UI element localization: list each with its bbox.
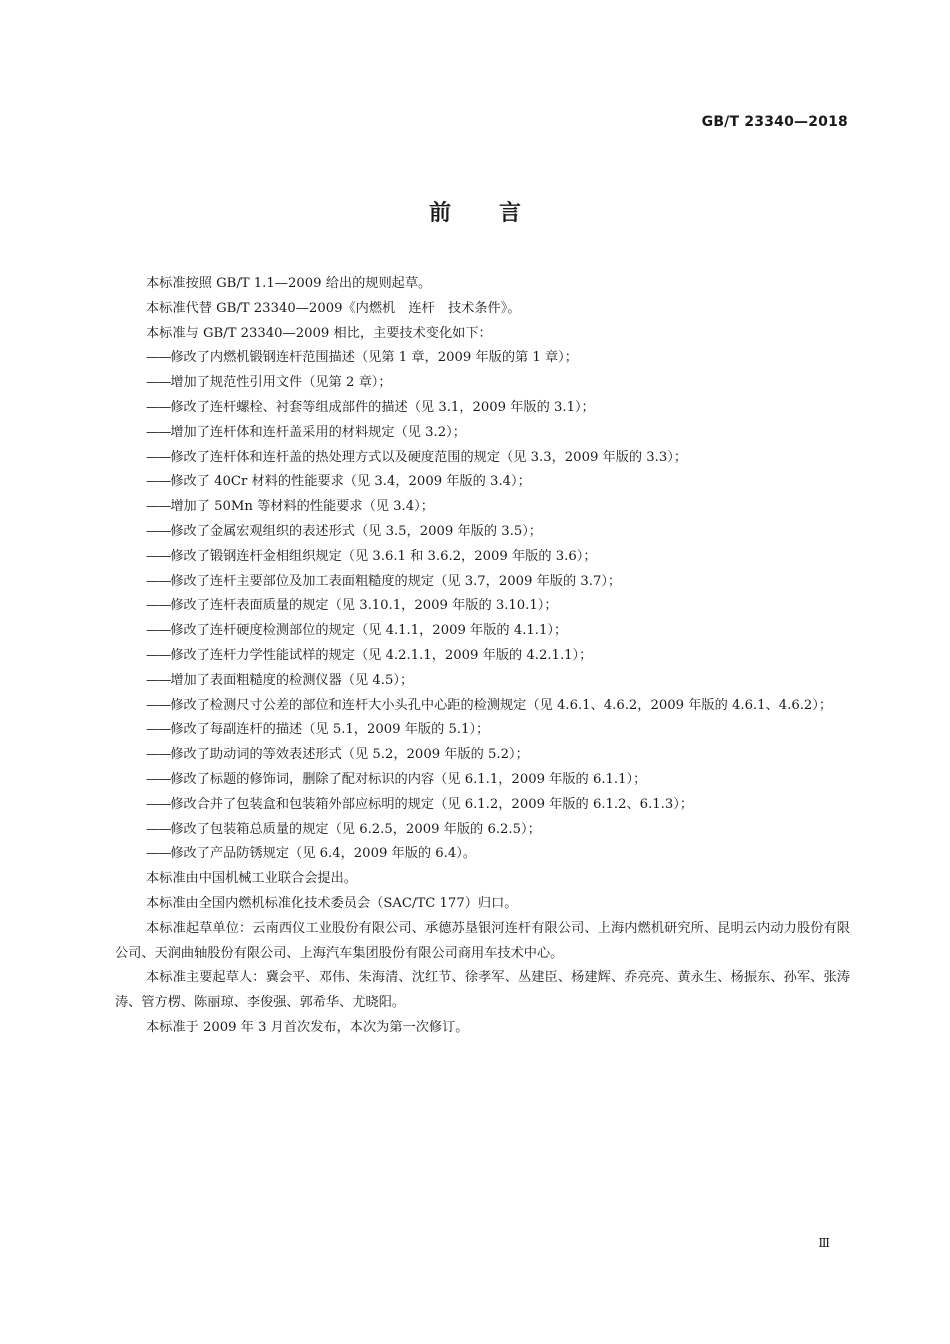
list-item: ——增加了表面粗糙度的检测仪器（见 4.5）；	[146, 672, 414, 688]
list-item: ——修改了连杆力学性能试样的规定（见 4.2.1.1，2009 年版的 4.2.1.1）；	[146, 647, 593, 663]
closing-paragraph: 本标准由中国机械工业联合会提出。	[146, 871, 357, 887]
list-item: ——修改了连杆硬度检测部位的规定（见 4.1.1，2009 年版的 4.1.1）；	[146, 623, 568, 639]
intro-paragraph: 本标准与 GB/T 23340—2009 相比，主要技术变化如下：	[146, 325, 492, 341]
list-item: ——修改了连杆螺栓、衬套等组成部件的描述（见 3.1，2009 年版的 3.1）；	[146, 399, 595, 415]
drafters-paragraph: 本标准主要起草人：冀会平、邓伟、朱海清、沈红节、徐孝军、丛建臣、杨建辉、乔亮亮、黄永生、杨振东、孙军、张涛涛、管方楞、陈丽琼、李俊强、郭希华、尤晓阳。	[115, 970, 850, 1011]
list-item: ——增加了连杆体和连杆盖采用的材料规定（见 3.2）；	[146, 424, 466, 440]
intro-paragraph: 本标准按照 GB/T 1.1—2009 给出的规则起草。	[146, 276, 432, 291]
list-item: ——修改合并了包装盒和包装箱外部应标明的规定（见 6.1.2，2009 年版的 6.1.2、6.1.3）；	[146, 796, 694, 812]
page-title: 前言	[428, 201, 569, 226]
list-item: ——修改了连杆主要部位及加工表面粗糙度的规定（见 3.7，2009 年版的 3.7）；	[146, 573, 622, 589]
list-item: ——修改了助动词的等效表述形式（见 5.2，2009 年版的 5.2）；	[146, 747, 529, 763]
document-body	[115, 272, 850, 1041]
list-item: ——修改了连杆体和连杆盖的热处理方式以及硬度范围的规定（见 3.3，2009 年版的 3.3）；	[146, 449, 688, 465]
page-number: Ⅲ	[818, 1236, 830, 1250]
standard-number: GB/T 23340—2018	[701, 114, 848, 130]
change-list	[115, 346, 850, 867]
list-item: ——增加了规范性引用文件（见第 2 章）；	[146, 375, 392, 391]
list-item: ——修改了金属宏观组织的表述形式（见 3.5，2009 年版的 3.5）；	[146, 523, 542, 539]
list-item: ——修改了标题的修饰词，删除了配对标识的内容（见 6.1.1，2009 年版的 6.1.1）；	[146, 771, 647, 787]
list-item: ——修改了锻钢连杆金相组织规定（见 3.6.1 和 3.6.2，2009 年版的 3.6）；	[146, 548, 597, 564]
list-item: ——修改了包装箱总质量的规定（见 6.2.5，2009 年版的 6.2.5）；	[146, 821, 541, 837]
release-history-paragraph: 本标准于 2009 年 3 月首次发布，本次为第一次修订。	[146, 1019, 469, 1035]
list-item: ——修改了产品防锈规定（见 6.4，2009 年版的 6.4）。	[146, 846, 477, 862]
list-item: ——修改了连杆表面质量的规定（见 3.10.1，2009 年版的 3.10.1）；	[146, 598, 558, 614]
list-item: ——修改了检测尺寸公差的部位和连杆大小头孔中心距的检测规定（见 4.6.1、4.6.2，2009 年版的 4.6.1、4.6.2）；	[146, 697, 833, 713]
list-item: ——增加了 50Mn 等材料的性能要求（见 3.4）；	[146, 499, 434, 515]
list-item: ——修改了 40Cr 材料的性能要求（见 3.4，2009 年版的 3.4）；	[146, 474, 531, 490]
list-item: ——修改了内燃机锻钢连杆范围描述（见第 1 章，2009 年版的第 1 章）；	[146, 350, 578, 366]
intro-paragraph: 本标准代替 GB/T 23340—2009《内燃机 连杆 技术条件》。	[146, 300, 521, 316]
closing-paragraph: 本标准由全国内燃机标准化技术委员会（SAC/TC 177）归口。	[146, 895, 518, 911]
drafting-units-paragraph: 本标准起草单位：云南西仪工业股份有限公司、承德苏垦银河连杆有限公司、上海内燃机研究所、昆明云内动力股份有限公司、天润曲轴股份有限公司、上海汽车集团股份有限公司商用车技术中心。	[115, 920, 850, 961]
list-item: ——修改了每副连杆的描述（见 5.1，2009 年版的 5.1）；	[146, 722, 490, 738]
